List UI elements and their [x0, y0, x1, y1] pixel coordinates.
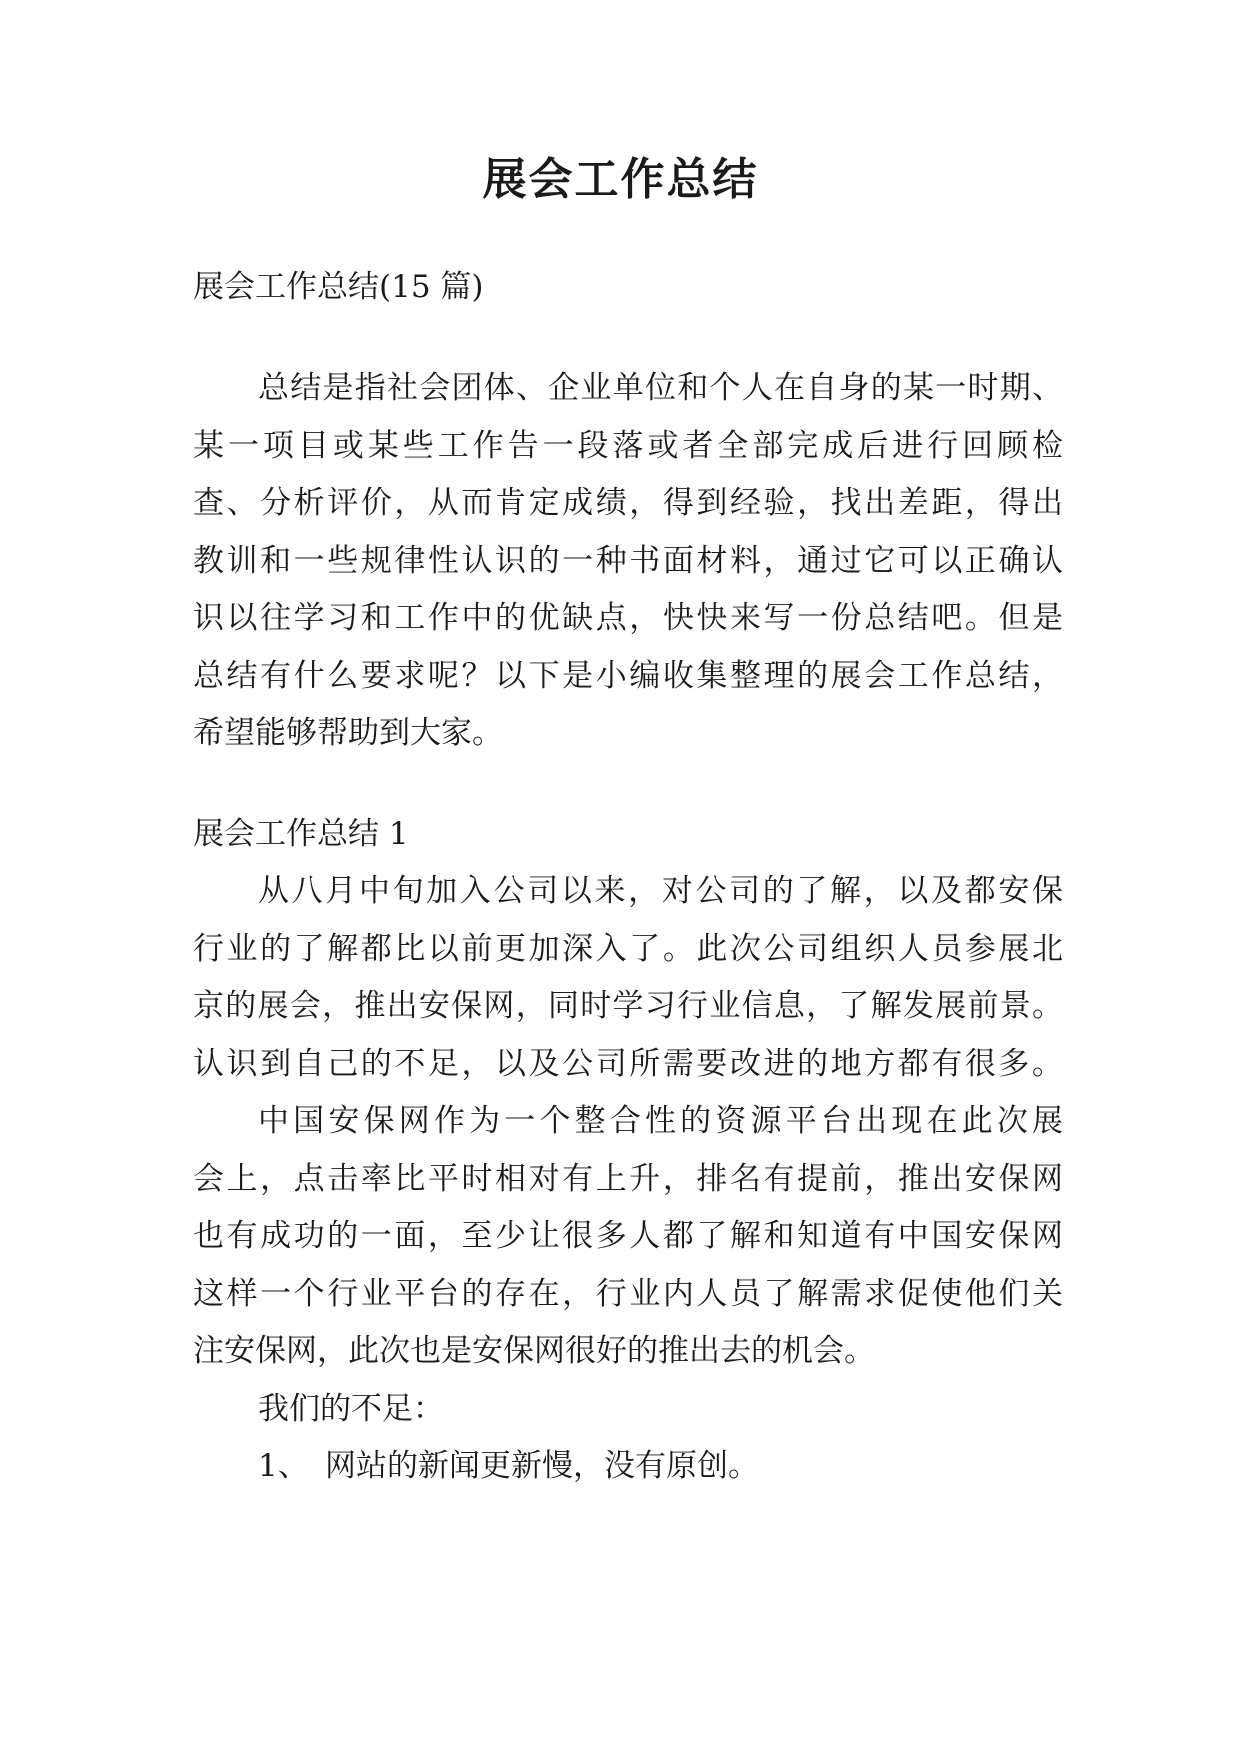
subtitle: 展会工作总结(15 篇) — [193, 269, 484, 305]
intro-line: 教训和一些规律性认识的一种书面材料，通过它可以正确认 — [193, 543, 1063, 579]
intro-line: 总结有什么要求呢？以下是小编收集整理的展会工作总结， — [193, 658, 1063, 694]
paragraph-line: 会上，点击率比平时相对有上升，排名有提前，推出安保网 — [193, 1161, 1063, 1197]
paragraph-line: 注安保网，此次也是安保网很好的推出去的机会。 — [193, 1333, 875, 1369]
intro-line: 总结是指社会团体、企业单位和个人在自身的某一时期、 — [258, 370, 1063, 406]
intro-line: 识以往学习和工作中的优缺点，快快来写一份总结吧。但是 — [193, 600, 1063, 636]
paragraph-line: 这样一个行业平台的存在，行业内人员了解需求促使他们关 — [193, 1276, 1063, 1312]
paragraph-line: 也有成功的一面，至少让很多人都了解和知道有中国安保网 — [193, 1218, 1063, 1254]
paragraph-line: 从八月中旬加入公司以来，对公司的了解，以及都安保 — [258, 873, 1063, 909]
list-item-text: 网站的新闻更新慢，没有原创。 — [325, 1448, 759, 1484]
list-item-number: 1、 — [258, 1448, 309, 1484]
paragraph-line: 认识到自己的不足，以及公司所需要改进的地方都有很多。 — [193, 1046, 1063, 1082]
intro-line: 希望能够帮助到大家。 — [193, 715, 503, 751]
paragraph-line: 中国安保网作为一个整合性的资源平台出现在此次展 — [258, 1103, 1063, 1139]
paragraph-line: 行业的了解都比以前更加深入了。此次公司组织人员参展北 — [193, 931, 1063, 967]
section-heading: 展会工作总结 1 — [193, 816, 409, 852]
paragraph-line: 京的展会，推出安保网，同时学习行业信息，了解发展前景。 — [193, 988, 1063, 1024]
intro-line: 查、分析评价，从而肯定成绩，得到经验，找出差距，得出 — [193, 485, 1063, 521]
intro-line: 某一项目或某些工作告一段落或者全部完成后进行回顾检 — [193, 428, 1063, 464]
shortcomings-label: 我们的不足： — [258, 1391, 444, 1427]
page-title: 展会工作总结 — [482, 154, 759, 205]
